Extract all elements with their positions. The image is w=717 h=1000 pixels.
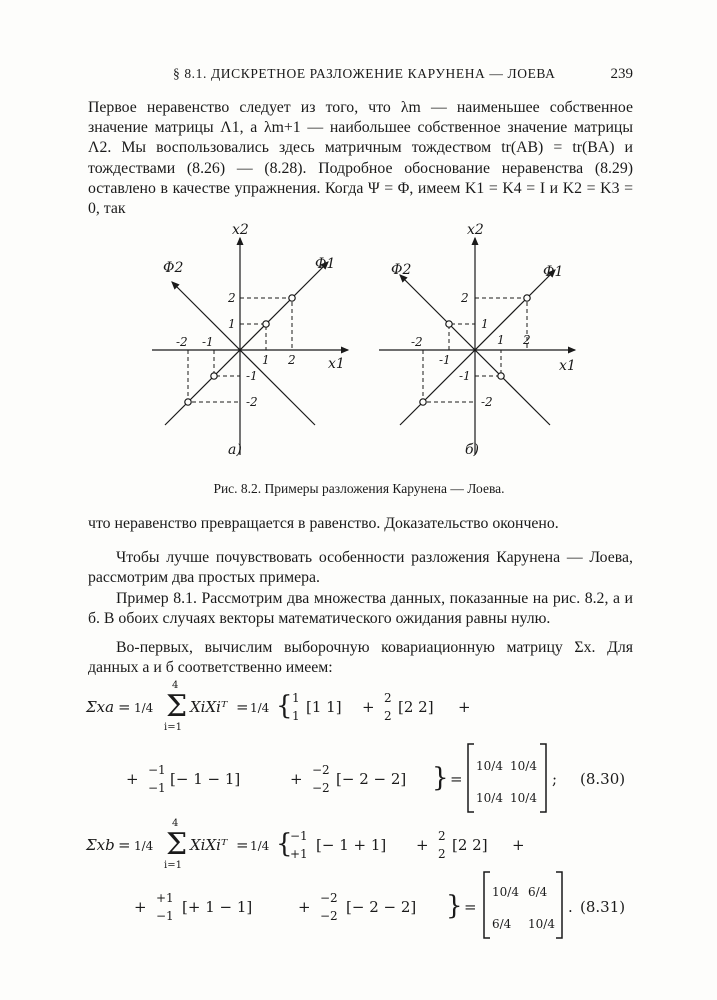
matrix-b-22: 10/4 <box>528 917 555 931</box>
vec-a3-top: −1 <box>148 763 166 777</box>
quarter-fraction-b1: 1/4 <box>134 839 154 853</box>
data-point-b3 <box>498 373 504 379</box>
tick-label-xm2-b: -2 <box>411 335 423 349</box>
sigma-a-symbol: Σxa <box>86 698 115 716</box>
running-header <box>88 66 633 88</box>
vec-a4-top: −2 <box>312 763 330 777</box>
phi1-label-a: Φ1 <box>315 256 336 272</box>
tick-label-ym1-a: -1 <box>246 369 258 383</box>
svg-text:=: = <box>236 836 249 854</box>
vec-a1-bot: 1 <box>292 709 300 723</box>
svg-text:+: + <box>126 770 139 788</box>
tick-label-ym1-b: -1 <box>459 369 471 383</box>
matrix-a-21: 10/4 <box>476 791 503 805</box>
svg-text:;: ; <box>552 770 558 788</box>
row-b3: [+ 1 − 1] <box>182 898 253 916</box>
panel-a <box>152 222 348 458</box>
phi1-label-b: Φ1 <box>543 264 564 280</box>
vec-a3-bot: −1 <box>148 781 166 795</box>
matrix-b-12: 6/4 <box>528 885 548 899</box>
tick-label-ym2-a: -2 <box>246 395 258 409</box>
panel-label-b: б) <box>465 442 480 458</box>
svg-text:.: . <box>568 898 573 916</box>
vec-a4-bot: −2 <box>312 781 330 795</box>
svg-text:+: + <box>512 836 525 854</box>
row-a3: [− 1 − 1] <box>170 770 241 788</box>
matrix-a-11: 10/4 <box>476 759 503 773</box>
svg-text:}: } <box>446 891 463 921</box>
equations-block <box>86 672 646 942</box>
equation-8-31 <box>85 818 625 938</box>
quarter-fraction-a1: 1/4 <box>134 701 154 715</box>
svg-text:=: = <box>464 898 477 916</box>
svg-text:+: + <box>134 898 147 916</box>
vec-b1-top: −1 <box>290 829 308 843</box>
data-point-b4 <box>420 399 426 405</box>
matrix-a-22: 10/4 <box>510 791 537 805</box>
matrix-a-bracket-right <box>540 744 546 812</box>
sum-bottom-b: i=1 <box>164 860 182 871</box>
svg-text:+: + <box>298 898 311 916</box>
paragraph-example-8-1: Пример 8.1. Рассмотрим два множества данных, показанные на рис. 8.2, а и б. В обоих случаях векторы математического ожидания равны нулю. <box>88 590 633 628</box>
row-b2: [2 2] <box>452 836 488 854</box>
matrix-a-bracket-left <box>468 744 474 812</box>
vec-a2-top: 2 <box>384 691 392 705</box>
panel-label-a: а) <box>228 442 242 458</box>
phi2-label-b: Φ2 <box>391 262 412 278</box>
vec-b1-bot: +1 <box>290 847 308 861</box>
figure-8-2 <box>140 222 576 474</box>
tick-label-y1-a: 1 <box>228 317 236 331</box>
tick-label-x1-a: 1 <box>262 353 270 367</box>
paragraph-proof-end: Первое неравенство следует из того, что λm — наименьшее собственное значение матрицы Λ1, а λm+1 — наибольшее собственное значение матрицы Λ2. Мы воспользовались здесь матричным тождеством tr(AB) = tr(BA) и тождествами (8.26) — (8.28). Подробное обоснование неравенства (8.29) оставлено в качестве упражнения. Когда Ψ = Φ, имеем K1 = K4 = I и K2 = K3 = 0, так <box>88 99 633 218</box>
axis-label-y-b: x2 <box>467 222 484 238</box>
data-point-b2 <box>524 295 530 301</box>
data-point-b1 <box>446 321 452 327</box>
data-point-a1 <box>263 321 269 327</box>
tick-label-xm1-b: -1 <box>439 353 451 367</box>
paragraph-intro-examples: Чтобы лучше почувствовать особенности разложения Карунена — Лоева, рассмотрим два простых примера. <box>88 549 633 587</box>
panel-b <box>379 222 576 458</box>
row-a2: [2 2] <box>398 698 434 716</box>
sum-term-b: XiXiᵀ <box>190 836 228 854</box>
vec-a1-top: 1 <box>292 691 300 705</box>
matrix-b-11: 10/4 <box>492 885 519 899</box>
paragraph-covariance: Во-первых, вычислим выборочную ковариационную матрицу Σx. Для данных а и б соответственно имеем: <box>88 639 633 677</box>
svg-text:Σ: Σ <box>166 827 188 862</box>
row-a1: [1 1] <box>306 698 342 716</box>
tick-label-y1-b: 1 <box>481 317 489 331</box>
svg-text:+: + <box>416 836 429 854</box>
sigma-b-symbol: Σxb <box>86 836 115 854</box>
data-point-a2 <box>289 295 295 301</box>
running-title: § 8.1. ДИСКРЕТНОЕ РАЗЛОЖЕНИЕ КАРУНЕНА — ЛОЕВА <box>173 66 556 81</box>
sum-top-b: 4 <box>172 818 179 829</box>
vec-b4-top: −2 <box>320 891 338 905</box>
tick-label-y2-a: 2 <box>228 291 236 305</box>
vec-b3-bot: −1 <box>156 909 174 923</box>
axis-label-y-a: x2 <box>232 222 249 238</box>
svg-text:=: = <box>118 698 131 716</box>
quarter-fraction-b2: 1/4 <box>250 839 270 853</box>
quarter-fraction-a2: 1/4 <box>250 701 270 715</box>
matrix-b-bracket-left <box>484 872 490 938</box>
data-point-a3 <box>211 373 217 379</box>
row-b4: [− 2 − 2] <box>346 898 417 916</box>
tick-label-x2-b: 2 <box>523 333 531 347</box>
tick-label-ym2-b: -2 <box>481 395 493 409</box>
svg-text:{: { <box>276 691 293 721</box>
svg-text:Σ: Σ <box>166 689 188 724</box>
svg-text:}: } <box>432 763 449 793</box>
sum-term-a: XiXiᵀ <box>190 698 228 716</box>
sum-top-a: 4 <box>172 680 179 691</box>
matrix-b-21: 6/4 <box>492 917 512 931</box>
page-number: 239 <box>610 66 633 82</box>
row-b1: [− 1 + 1] <box>316 836 387 854</box>
svg-text:+: + <box>458 698 471 716</box>
figure-caption: Рис. 8.2. Примеры разложения Карунена — Лоева. <box>213 481 505 496</box>
data-point-a4 <box>185 399 191 405</box>
tick-label-xm2-a: -2 <box>176 335 188 349</box>
tick-label-y2-b: 2 <box>461 291 469 305</box>
phi2-label-a: Φ2 <box>163 260 184 276</box>
axis-label-x-b: x1 <box>559 358 576 374</box>
vec-b2-top: 2 <box>438 829 446 843</box>
tick-label-xm1-a: -1 <box>202 335 214 349</box>
svg-text:+: + <box>362 698 375 716</box>
vec-b4-bot: −2 <box>320 909 338 923</box>
axis-label-x-a: x1 <box>328 356 345 372</box>
svg-text:=: = <box>118 836 131 854</box>
tick-label-x2-a: 2 <box>288 353 296 367</box>
row-a4: [− 2 − 2] <box>336 770 407 788</box>
vec-b2-bot: 2 <box>438 847 446 861</box>
tick-label-x1-b: 1 <box>497 333 505 347</box>
svg-text:=: = <box>236 698 249 716</box>
matrix-b-bracket-right <box>556 872 562 938</box>
vec-a2-bot: 2 <box>384 709 392 723</box>
equation-number-8-31: (8.31) <box>580 898 626 916</box>
vec-b3-top: +1 <box>156 891 174 905</box>
equation-number-8-30: (8.30) <box>580 770 626 788</box>
svg-text:=: = <box>450 770 463 788</box>
paragraph-conclusion: что неравенство превращается в равенство. Доказательство окончено. <box>88 515 559 532</box>
svg-text:{: { <box>276 829 293 859</box>
svg-text:+: + <box>290 770 303 788</box>
equation-8-30 <box>85 680 625 812</box>
matrix-a-12: 10/4 <box>510 759 537 773</box>
sum-bottom-a: i=1 <box>164 722 182 733</box>
